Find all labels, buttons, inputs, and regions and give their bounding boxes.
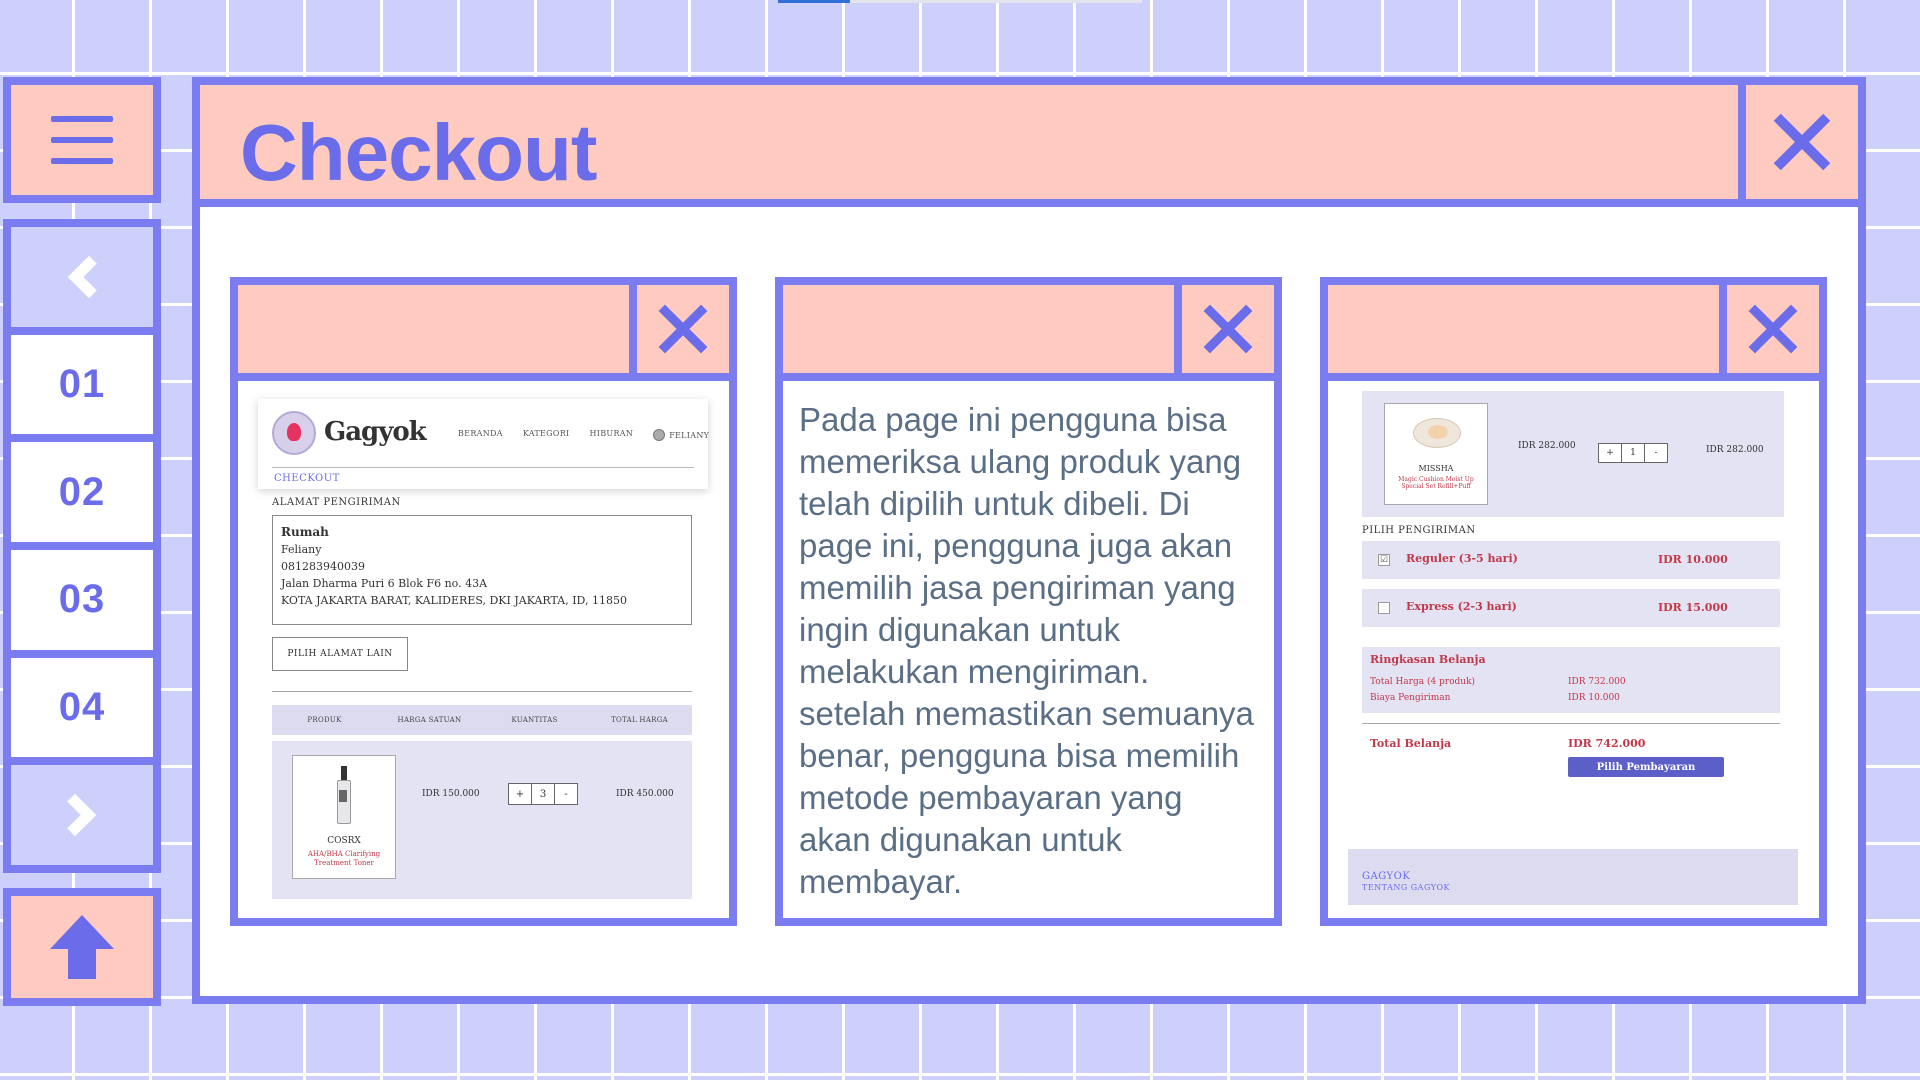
arrow-up-icon [50, 915, 114, 979]
unit-price: IDR 282.000 [1518, 441, 1576, 451]
user-menu [653, 429, 709, 441]
product-brand: MISSHA [1418, 464, 1454, 473]
table-header [272, 705, 692, 735]
avatar-icon [653, 429, 665, 441]
screenshot-window-address [230, 277, 737, 926]
checkout-screenshot-address [238, 381, 729, 918]
checkbox [1378, 602, 1390, 614]
address-name: Feliany [281, 543, 322, 556]
shipping-option-express [1362, 589, 1780, 627]
qty-increase: + [1606, 448, 1614, 458]
summary-label: Total Harga (4 produk) [1370, 677, 1476, 687]
chevron-left-icon [68, 256, 110, 298]
cushion-compact-icon [1413, 418, 1461, 448]
table-row [272, 741, 692, 899]
nav-link-beranda: BERANDA [458, 429, 503, 438]
qty-value: 3 [531, 784, 554, 804]
site-footer [1348, 849, 1798, 905]
shipping-name: Reguler (3-5 hari) [1406, 552, 1518, 565]
description-body [783, 381, 1274, 918]
nav-item-02[interactable]: 02 [11, 442, 153, 542]
qty-value: 1 [1621, 444, 1644, 462]
shipping-heading: PILIH PENGIRIMAN [1362, 525, 1476, 536]
total-price: IDR 450.000 [616, 789, 674, 799]
slide-navigation [3, 219, 161, 873]
column-header: PRODUK [307, 716, 342, 724]
shipping-option-reguler [1362, 541, 1780, 579]
address-phone: 081283940039 [281, 560, 365, 573]
product-name: Magic Cushion Moist Up Special Set Refill+Puff [1398, 476, 1474, 490]
summary-title: Ringkasan Belanja [1370, 653, 1486, 666]
unit-price: IDR 150.000 [422, 789, 480, 799]
logo-mark-icon [272, 411, 316, 455]
close-icon [1751, 307, 1795, 351]
column-header: HARGA SATUAN [397, 716, 462, 724]
hamburger-icon [51, 116, 113, 164]
product-brand: COSRX [327, 836, 361, 846]
qty-decrease: - [554, 784, 577, 804]
header-divider [272, 467, 694, 468]
nav-item-01[interactable]: 01 [11, 335, 153, 435]
toner-bottle-icon [337, 766, 351, 824]
address-street: Jalan Dharma Puri 6 Blok F6 no. 43A [281, 577, 488, 590]
nav-item-03[interactable]: 03 [11, 550, 153, 650]
choose-payment-button: Pilih Pembayaran [1568, 757, 1724, 777]
sub-close-button[interactable] [1719, 285, 1819, 373]
site-logo: Gagyok [324, 417, 426, 447]
description-text: Pada page ini pengguna bisa memeriksa ulang produk yang telah dipilih untuk dibeli. Di page ini, pengguna juga akan memilih jasa pengiriman yang ingin digunakan untuk melakukan mengiriman. setelah memastikan semuanya benar, pengguna bisa memilih metode pembayaran yang akan digunakan untuk membayar. [799, 401, 1254, 900]
shipping-price: IDR 15.000 [1658, 601, 1728, 614]
nav-link-hiburan: HIBURAN [589, 429, 634, 438]
quantity-stepper [508, 783, 578, 805]
summary-value: IDR 10.000 [1568, 693, 1620, 703]
page-title: Checkout [240, 108, 597, 197]
nav-item-04[interactable]: 04 [11, 658, 153, 758]
main-close-button[interactable] [1738, 85, 1858, 199]
top-progress-bar [778, 0, 1142, 3]
description-window [775, 277, 1282, 926]
menu-button[interactable] [3, 77, 161, 203]
product-name: AHA/BHA Clarifying Treatment Toner [307, 850, 381, 867]
previous-button[interactable] [11, 227, 153, 327]
table-row [1362, 391, 1784, 517]
sub-title-bar [238, 285, 729, 381]
column-header: KUANTITAS [511, 716, 558, 724]
shipping-price: IDR 10.000 [1658, 553, 1728, 566]
address-card [272, 515, 692, 625]
close-icon [1774, 114, 1830, 170]
address-heading: ALAMAT PENGIRIMAN [272, 497, 401, 508]
main-title-bar [200, 85, 1858, 207]
close-icon [661, 307, 705, 351]
order-summary [1362, 647, 1780, 713]
sub-close-button[interactable] [1174, 285, 1274, 373]
footer-brand: GAGYOK [1362, 871, 1411, 882]
sub-title-bar [1328, 285, 1819, 381]
grand-total-label: Total Belanja [1370, 737, 1452, 750]
summary-value: IDR 732.000 [1568, 677, 1626, 687]
column-header: TOTAL HARGA [611, 716, 668, 724]
summary-label: Biaya Pengiriman [1370, 693, 1451, 703]
grand-total-value: IDR 742.000 [1568, 737, 1646, 750]
nav-link-kategori: KATEGORI [522, 429, 570, 438]
divider [272, 691, 692, 692]
product-card [292, 755, 396, 879]
chevron-right-icon [54, 794, 96, 836]
product-card [1384, 403, 1488, 505]
breadcrumb: CHECKOUT [274, 473, 340, 484]
site-header [258, 399, 708, 489]
divider [1362, 723, 1780, 724]
address-city: KOTA JAKARTA BARAT, KALIDERES, DKI JAKARTA, ID, 11850 [281, 594, 627, 607]
qty-increase: + [515, 788, 525, 800]
checkbox-checked: ☑ [1379, 555, 1389, 565]
scroll-top-button[interactable] [3, 888, 161, 1006]
address-label: Rumah [281, 525, 329, 539]
sub-title-bar [783, 285, 1274, 381]
shipping-name: Express (2-3 hari) [1406, 600, 1517, 613]
checkout-screenshot-shipping [1328, 381, 1819, 918]
site-nav [458, 429, 709, 441]
total-price: IDR 282.000 [1706, 445, 1764, 455]
user-name: FELIANY [669, 430, 710, 440]
quantity-stepper [1598, 443, 1668, 463]
next-button[interactable] [11, 765, 153, 865]
footer-link: TENTANG GAGYOK [1362, 883, 1451, 892]
choose-other-address-button: PILIH ALAMAT LAIN [272, 637, 408, 671]
qty-decrease: - [1644, 444, 1667, 462]
close-icon [1206, 307, 1250, 351]
sub-close-button[interactable] [629, 285, 729, 373]
screenshot-window-shipping [1320, 277, 1827, 926]
